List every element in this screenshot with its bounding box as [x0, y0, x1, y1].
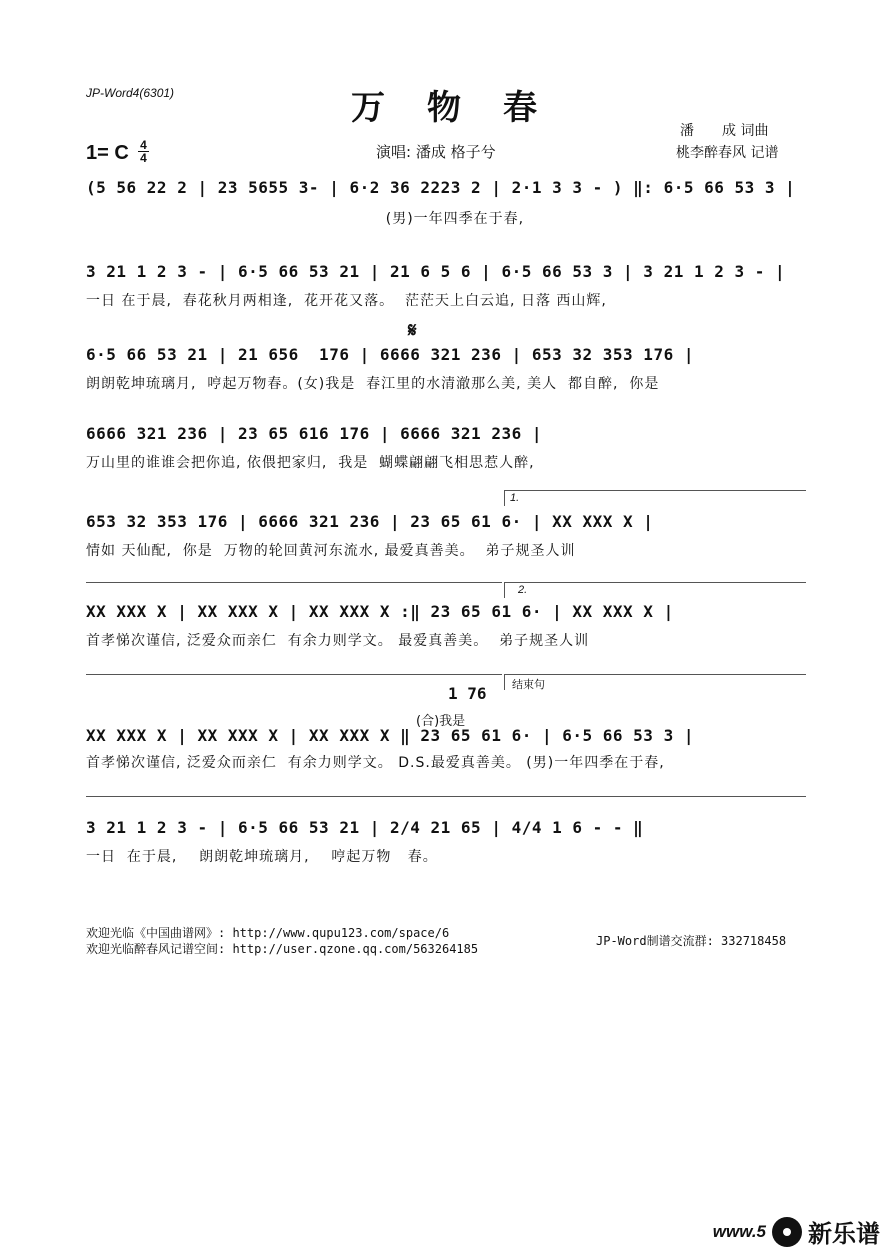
lyrics-line: 情如 天仙配, 你是 万物的轮回黄河东流水, 最爱真善美。 弟子规圣人训: [86, 543, 576, 559]
credit-transcriber: 桃李醉春风 记谱: [676, 145, 779, 161]
volta-1-label: 1.: [510, 492, 520, 504]
notes-line: 6·5 66 53 21 | 21 656 176 | 6666 321 236 | 653 32 353 176 |: [86, 345, 694, 364]
lyrics-line: 首孝悌次谨信, 泛爱众而亲仁 有余力则学文。 最爱真善美。 弟子规圣人训: [86, 633, 590, 649]
notes-line: 653 32 353 176 | 6666 321 236 | 23 65 61 6· | XX XXX X |: [86, 512, 654, 531]
section-line-full: [86, 796, 806, 797]
volta-1-bracket-top: [504, 490, 806, 491]
lyrics-line: 首孝悌次谨信, 泛爱众而亲仁 有余力则学文。 D.S.最爱真善美。 (男)一年四季在于春,: [86, 755, 665, 771]
notes-line: 3 21 1 2 3 - | 6·5 66 53 21 | 2/4 21 65 | 4/4 1 6 - - ‖: [86, 818, 644, 837]
ending-label: 结束句: [512, 679, 545, 691]
footer-link-qzone: 欢迎光临醉春风记谱空间: http://user.qzone.qq.com/563264185: [86, 942, 479, 956]
section-line-left: [86, 582, 502, 583]
ending-bracket-left: [504, 674, 505, 690]
time-signature-bottom: 4: [140, 151, 147, 165]
watermark-url: www.5: [712, 1221, 766, 1241]
volta-2-bracket-left: [504, 582, 505, 598]
watermark-logo: [713, 1214, 880, 1249]
lyrics-line: (男)一年四季在于春,: [86, 211, 525, 227]
software-label: JP-Word4(6301): [86, 86, 175, 100]
notes-line: XX XXX X | XX XXX X | XX XXX X :‖ 23 65 61 6· | XX XXX X |: [86, 602, 674, 621]
notes-line: XX XXX X | XX XXX X | XX XXX X ‖ 23 65 61 6· | 6·5 66 53 3 |: [86, 726, 694, 745]
segno-sign: 𝄋: [408, 318, 417, 342]
footer-link-qupu: 欢迎光临《中国曲谱网》: http://www.qupu123.com/space/6: [86, 926, 450, 940]
volta-1-bracket-left: [504, 490, 505, 506]
pickup-lyrics: (合)我是: [416, 714, 466, 729]
lyrics-line: 万山里的谁谁会把你追, 依偎把家归, 我是 蝴蝶翩翩飞相思惹人醉,: [86, 455, 535, 471]
time-signature-top: 4: [140, 138, 147, 152]
credit-words-music: 潘 成 词曲: [680, 123, 769, 139]
notes-line: 3 21 1 2 3 - | 6·5 66 53 21 | 21 6 5 6 | 6·5 66 53 3 | 3 21 1 2 3 - |: [86, 262, 786, 281]
key-signature: 1= C: [86, 142, 129, 164]
time-signature: [138, 139, 149, 164]
lyrics-line: 朗朗乾坤琉璃月, 哼起万物春。(女)我是 春江里的水清澈那么美, 美人 都自醉, 你是: [86, 376, 660, 392]
song-title: 万物春: [351, 88, 579, 128]
pickup-notes: 1 76: [448, 684, 487, 703]
notes-line: (5 56 22 2 | 23 5655 3- | 6·2 36 2223 2 | 2·1 3 3 - ) ‖: 6·5 66 53 3 |: [86, 178, 796, 197]
record-disc-icon: [772, 1217, 802, 1247]
notes-line: 6666 321 236 | 23 65 616 176 | 6666 321 236 |: [86, 424, 542, 443]
volta-2-label: 2.: [518, 584, 528, 596]
footer-group: JP-Word制谱交流群: 332718458: [596, 934, 787, 948]
lyrics-line: 一日 在于晨, 朗朗乾坤琉璃月, 哼起万物 春。: [86, 849, 438, 865]
singer-label: 演唱: 潘成 格子兮: [376, 143, 496, 161]
watermark-name: 新乐谱: [808, 1220, 880, 1248]
lyrics-line: 一日 在于晨, 春花秋月两相逢, 花开花又落。 茫茫天上白云追, 日落 西山辉,: [86, 293, 607, 309]
section-line-left: [86, 674, 502, 675]
ending-bracket-top: [504, 674, 806, 675]
volta-2-bracket-top: [504, 582, 806, 583]
